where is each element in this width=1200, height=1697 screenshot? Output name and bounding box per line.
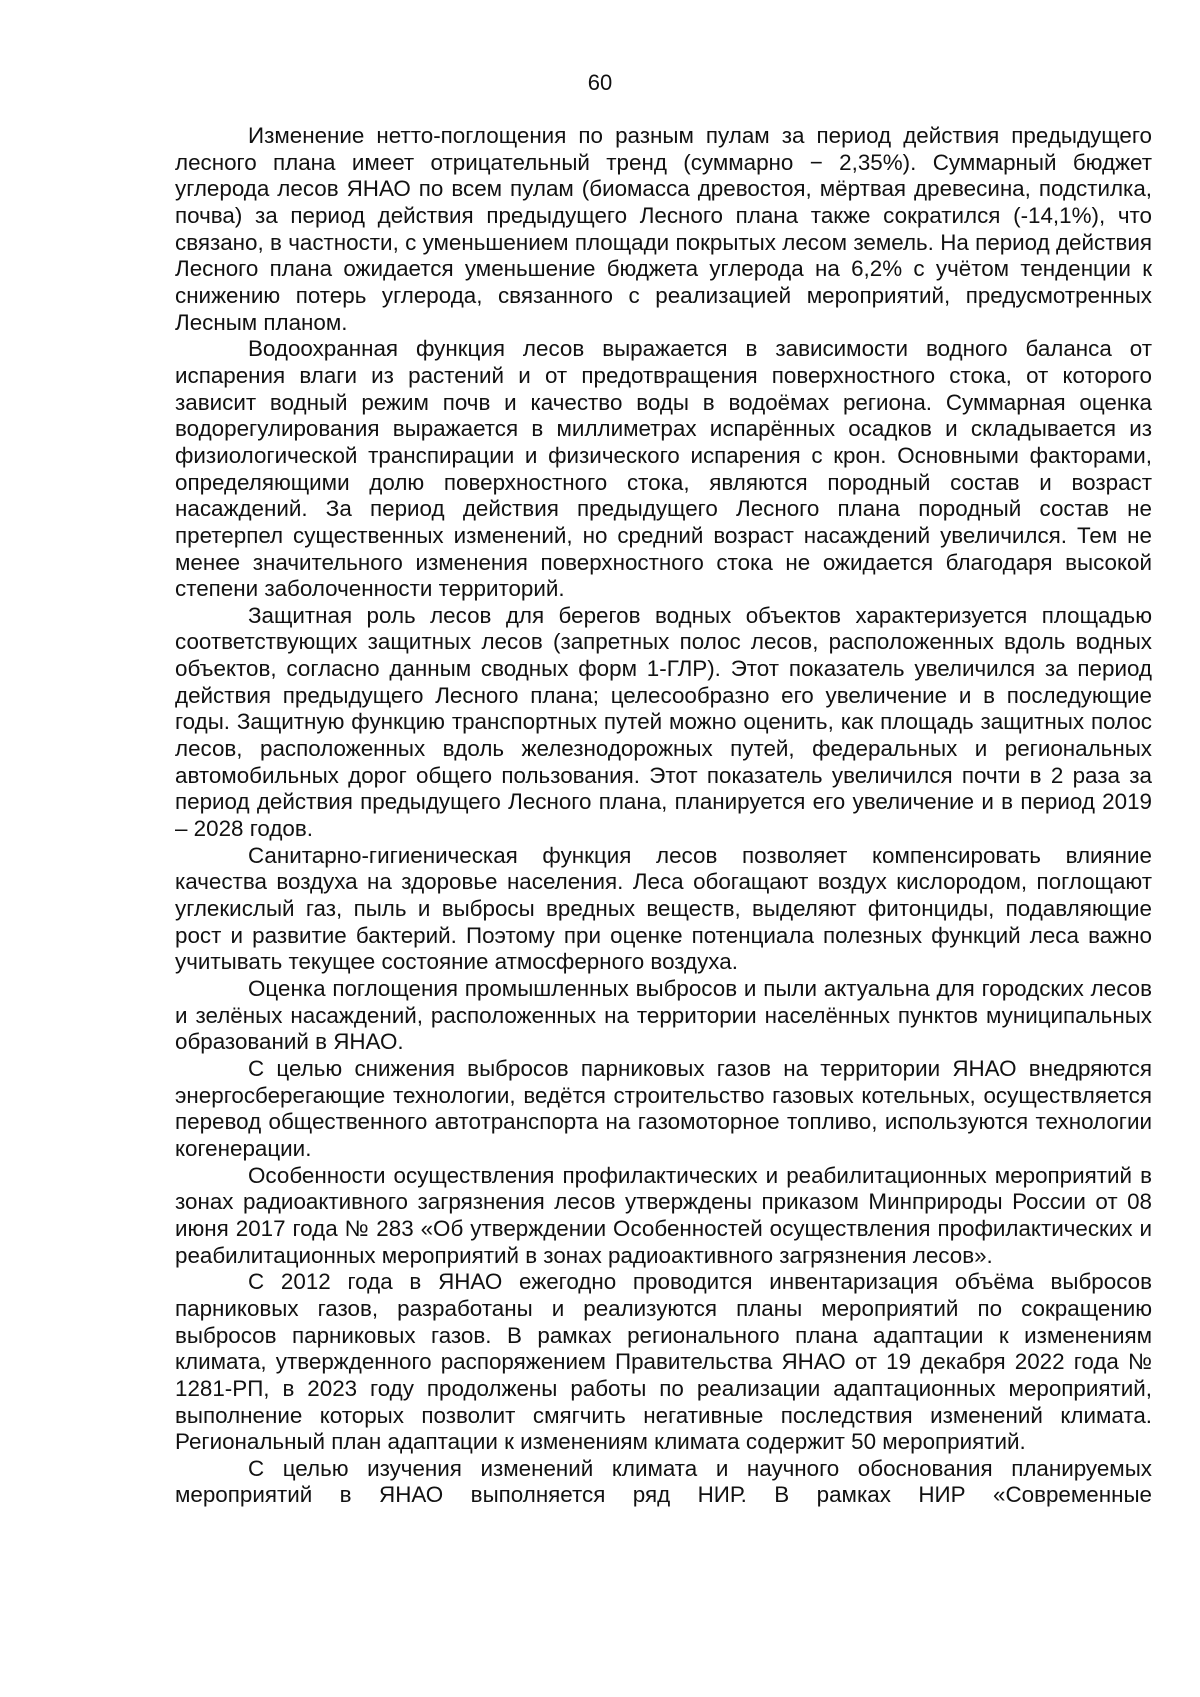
paragraph-radioactive-zones: Особенности осуществления профилактических и реабилитационных мероприятий в зонах радиоактивного загрязнения лесов утверждены приказом Минприроды России от 08 июня 2017 года № 283 «Об утверждении Особенностей осуществления профилактических и реабилитационных мероприятий в зонах радиоактивного загрязнения лесов». [175, 1162, 1152, 1268]
paragraph-protective-role: Защитная роль лесов для берегов водных объектов характеризуется площадью соответствующих защитных лесов (запретных полос лесов, расположенных вдоль водных объектов, согласно данным сводных форм 1-ГЛР). Этот показатель увеличился за период действия предыдущего Лесного плана; целесообразно его увеличение и в последующие годы. Защитную функцию транспортных путей можно оценить, как площадь защитных полос лесов, расположенных вдоль железнодорожных путей, федеральных и региональных автомобильных дорог общего пользования. Этот показатель увеличился почти в 2 раза за период действия предыдущего Лесного плана, планируется его увеличение и в период 2019 – 2028 годов. [175, 602, 1152, 842]
paragraph-greenhouse-reduction: С целью снижения выбросов парниковых газов на территории ЯНАО внедряются энергосберегающие технологии, ведётся строительство газовых котельных, осуществляется перевод общественного автотранспорта на газомоторное топливо, используются технологии когенерации. [175, 1055, 1152, 1161]
paragraph-inventory-adaptation: С 2012 года в ЯНАО ежегодно проводится инвентаризация объёма выбросов парниковых газов, разработаны и реализуются планы мероприятий по сокращению выбросов парниковых газов. В рамках регионального плана адаптации к изменениям климата, утвержденного распоряжением Правительства ЯНАО от 19 декабря 2022 года № 1281-РП, в 2023 году продолжены работы по реализации адаптационных мероприятий, выполнение которых позволит смягчить негативные последствия изменений климата. Региональный план адаптации к изменениям климата содержит 50 мероприятий. [175, 1269, 1152, 1455]
paragraph-water-protection: Водоохранная функция лесов выражается в зависимости водного баланса от испарения влаги из растений и от предотвращения поверхностного стока, от которого зависит водный режим почв и качество воды в водоёмах региона. Суммарная оценка водорегулирования выражается в миллиметрах испарённых осадков и складывается из физиологической транспирации и физического испарения с крон. Основными факторами, определяющими долю поверхностного стока, являются породный состав и возраст насаждений. За период действия предыдущего Лесного плана породный состав не претерпел существенных изменений, но средний возраст насаждений увеличился. Тем не менее значительного изменения поверхностного стока не ожидается благодаря высокой степени заболоченности территорий. [175, 336, 1152, 602]
paragraph-sanitary-hygienic: Санитарно-гигиеническая функция лесов позволяет компенсировать влияние качества воздуха на здоровье населения. Леса обогащают воздух кислородом, поглощают углекислый газ, пыль и выбросы вредных веществ, выделяют фитонциды, подавляющие рост и развитие бактерий. Поэтому при оценке потенциала полезных функций леса важно учитывать текущее состояние атмосферного воздуха. [175, 842, 1152, 975]
paragraph-emissions-absorption: Оценка поглощения промышленных выбросов и пыли актуальна для городских лесов и зелёных насаждений, расположенных на территории населённых пунктов муниципальных образований в ЯНАО. [175, 976, 1152, 1055]
paragraph-net-absorption: Изменение нетто-поглощения по разным пулам за период действия предыдущего лесного плана имеет отрицательный тренд (суммарно − 2,35%). Суммарный бюджет углерода лесов ЯНАО по всем пулам (биомасса древостоя, мёртвая древесина, подстилка, почва) за период действия предыдущего Лесного плана также сократился (-14,1%), что связано, в частности, с уменьшением площади покрытых лесом земель. На период действия Лесного плана ожидается уменьшение бюджета углерода на 6,2% с учётом тенденции к снижению потерь углерода, связанного с реализацией мероприятий, предусмотренных Лесным планом. [175, 123, 1152, 335]
page-number: 60 [587, 70, 613, 95]
paragraph-research-work: С целью изучения изменений климата и научного обоснования планируемых мероприятий в ЯНАО выполняется ряд НИР. В рамках НИР «Современные [175, 1455, 1152, 1508]
body-text [175, 123, 1152, 1509]
